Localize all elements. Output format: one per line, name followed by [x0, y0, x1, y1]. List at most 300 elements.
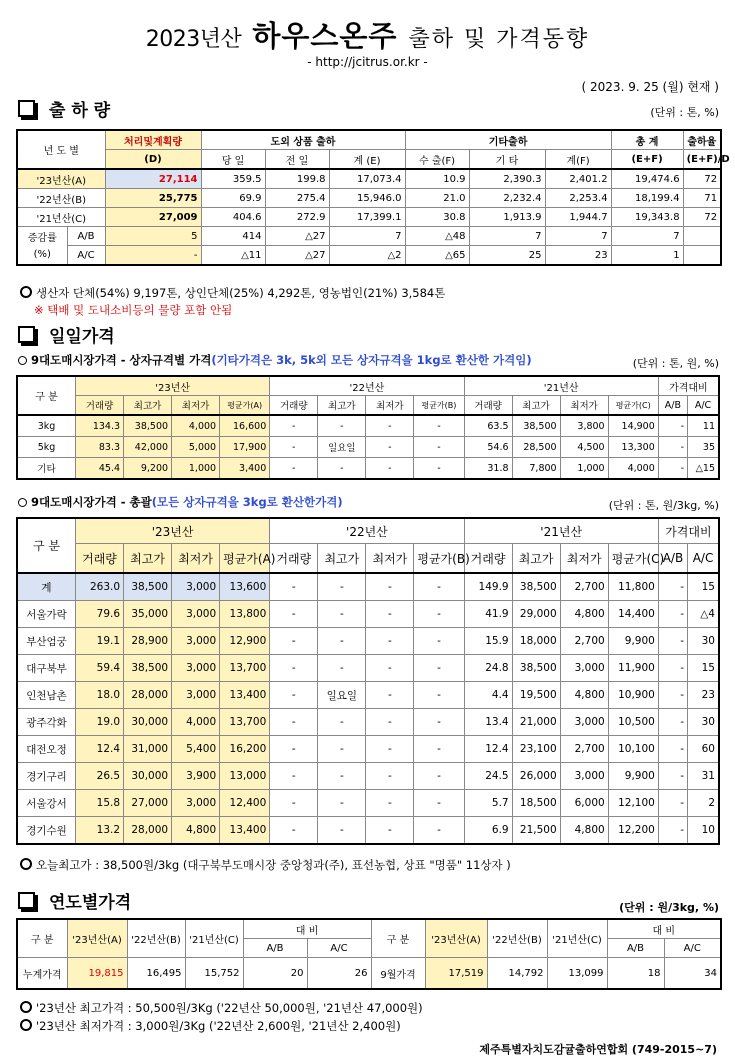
- price-cell: 14,400: [608, 601, 658, 628]
- price-cell: 28,000: [124, 817, 172, 845]
- column-header: 거래량: [75, 396, 123, 416]
- shipment-cell: 27,114: [105, 169, 201, 189]
- shipment-unit: (단위 : 톤, %): [650, 106, 719, 119]
- circle-bullet-icon: [20, 1019, 32, 1031]
- price-cell: 15.9: [464, 628, 512, 655]
- shipment-heading: 출 하 량: [18, 96, 110, 121]
- price-row: [17, 458, 719, 480]
- price-cell: 13,700: [220, 655, 270, 682]
- yearly-col-compare-2: 대 비: [607, 919, 721, 939]
- shipment-cell: 72: [683, 169, 721, 189]
- site-url[interactable]: - http://jcitrus.or.kr -: [307, 55, 428, 69]
- price-row: [17, 709, 719, 736]
- column-header: 최저가: [560, 396, 608, 416]
- price-cell: 24.8: [464, 655, 512, 682]
- shipment-row: [17, 189, 721, 208]
- col-plan-sub: (D): [105, 150, 201, 170]
- row-label: 서울강서: [17, 790, 75, 817]
- price-cell: -: [658, 682, 687, 709]
- price-cell: -: [414, 736, 464, 763]
- column-header: 거래량: [464, 544, 512, 574]
- price-cell: 6,000: [560, 790, 608, 817]
- price-cell: 18,500: [512, 790, 560, 817]
- yearly-right-ac: 34: [664, 958, 721, 990]
- group-22: '22년산: [270, 376, 464, 396]
- price-cell: -: [366, 763, 414, 790]
- price-cell: 21,500: [512, 817, 560, 845]
- price-cell: 11,800: [608, 573, 658, 601]
- price-cell: -: [366, 628, 414, 655]
- column-header: 최고가: [512, 396, 560, 416]
- col-domestic-today: 당 일: [201, 150, 265, 170]
- price-cell: -: [318, 736, 366, 763]
- diff-cell: 7: [545, 227, 611, 246]
- row-label: 서울가락: [17, 601, 75, 628]
- yearly-col-21: '21년산(C): [185, 919, 243, 958]
- price-cell: 35,000: [124, 601, 172, 628]
- checkbox-square-icon: [18, 326, 35, 343]
- price-cell: -: [366, 817, 414, 845]
- price-cell: -: [658, 655, 687, 682]
- price-cell: 149.9: [464, 573, 512, 601]
- price-cell: 3,000: [172, 573, 220, 601]
- checkbox-square-icon: [18, 100, 35, 117]
- price-cell: 13,400: [220, 682, 270, 709]
- price-cell: 19,500: [512, 682, 560, 709]
- shipment-cell: 359.5: [201, 169, 265, 189]
- yearly-left-21: 15,752: [185, 958, 243, 990]
- row-label: 기타: [17, 458, 75, 480]
- col-total: 총 계: [611, 130, 683, 150]
- column-header: 최고가: [512, 544, 560, 574]
- price-cell: 13,700: [220, 709, 270, 736]
- price-cell: -: [658, 709, 687, 736]
- shipment-cell: 21.0: [405, 189, 469, 208]
- yearly-col-22-2: '22년산(B): [487, 919, 547, 958]
- column-header-row: [17, 544, 719, 574]
- price-cell: 63.5: [464, 415, 512, 437]
- price-cell: 13,300: [608, 437, 658, 458]
- col-label: 구 분: [17, 518, 75, 573]
- diff-cell: 25: [469, 246, 545, 266]
- yearly-left-22: 16,495: [127, 958, 185, 990]
- row-label: 계: [17, 573, 75, 601]
- column-header: 거래량: [270, 544, 318, 574]
- price-cell: -: [366, 682, 414, 709]
- column-header: 최저가: [172, 544, 220, 574]
- group-21: '21년산: [464, 518, 658, 544]
- diff-cell: 7: [469, 227, 545, 246]
- price-cell: 3,000: [172, 628, 220, 655]
- daily-sub1-unit: (단위 : 톤, 원, %): [632, 357, 719, 370]
- price-cell: 28,900: [124, 628, 172, 655]
- yearly-col-label-2: 구 분: [371, 919, 425, 958]
- total-price-table: [16, 517, 720, 845]
- diff-cell: △27: [265, 227, 329, 246]
- price-cell: 38,500: [512, 655, 560, 682]
- diff-cell: -: [105, 246, 201, 266]
- yearly-col-label: 구 분: [17, 919, 67, 958]
- price-cell: 21,000: [512, 709, 560, 736]
- row-label: 대전오정: [17, 736, 75, 763]
- col-year: 년 도 별: [17, 130, 105, 169]
- price-cell: 1,000: [172, 458, 220, 480]
- shipment-cell: 199.8: [265, 169, 329, 189]
- price-cell: 30: [688, 709, 719, 736]
- col-other: 기타출하: [405, 130, 611, 150]
- price-cell: 6.9: [464, 817, 512, 845]
- price-cell: 3,000: [172, 601, 220, 628]
- shipment-cell: 72: [683, 208, 721, 227]
- shipment-cell: 2,390.3: [469, 169, 545, 189]
- diff-cell: 1: [611, 246, 683, 266]
- price-cell: 2: [688, 790, 719, 817]
- price-cell: -: [658, 817, 687, 845]
- shipment-note-warning: ※ 택배 및 도내소비등의 물량 포함 안됨: [34, 303, 233, 317]
- report-date: ( 2023. 9. 25 (월) 현재 ): [581, 80, 719, 94]
- price-cell: 83.3: [75, 437, 123, 458]
- price-cell: 3,000: [560, 655, 608, 682]
- price-cell: -: [366, 415, 414, 437]
- price-cell: -: [414, 628, 464, 655]
- price-cell: -: [366, 790, 414, 817]
- yearly-heading: 연도별가격: [18, 888, 131, 913]
- price-cell: 12.4: [75, 736, 123, 763]
- shipment-diff-row: [17, 246, 721, 266]
- price-cell: 13.4: [464, 709, 512, 736]
- row-label: 3kg: [17, 415, 75, 437]
- price-cell: -: [270, 458, 318, 480]
- column-header: 최고가: [124, 396, 172, 416]
- price-cell: 28,000: [124, 682, 172, 709]
- group-21: '21년산: [464, 376, 658, 396]
- diff-cell: 23: [545, 246, 611, 266]
- price-cell: 79.6: [75, 601, 123, 628]
- price-cell: 15.8: [75, 790, 123, 817]
- price-cell: -: [658, 573, 687, 601]
- row-label: 경기수원: [17, 817, 75, 845]
- column-header: 최고가: [318, 396, 366, 416]
- shipment-row: [17, 208, 721, 227]
- price-cell: -: [414, 437, 464, 458]
- shipment-cell: 69.9: [201, 189, 265, 208]
- yearly-col-ac: A/C: [307, 939, 371, 958]
- column-header: 평균가(B): [414, 396, 464, 416]
- price-cell: 31: [688, 763, 719, 790]
- price-cell: 23: [688, 682, 719, 709]
- price-cell: 10,900: [608, 682, 658, 709]
- group-compare: 가격대비: [658, 518, 719, 544]
- price-cell: 10,100: [608, 736, 658, 763]
- price-cell: -: [318, 763, 366, 790]
- price-cell: 27,000: [124, 790, 172, 817]
- price-cell: -: [414, 601, 464, 628]
- price-row: [17, 437, 719, 458]
- price-cell: -: [366, 573, 414, 601]
- col-total-sub: (E+F): [611, 150, 683, 170]
- price-cell: 26,000: [512, 763, 560, 790]
- price-cell: 12,400: [220, 790, 270, 817]
- price-cell: -: [270, 763, 318, 790]
- price-cell: 38,500: [512, 415, 560, 437]
- price-cell: -: [318, 458, 366, 480]
- col-plan: 처리및계획량: [105, 130, 201, 150]
- price-cell: 4,000: [172, 709, 220, 736]
- shipment-cell: 27,009: [105, 208, 201, 227]
- price-cell: -: [658, 458, 687, 480]
- price-cell: 38,500: [124, 655, 172, 682]
- price-cell: -: [366, 458, 414, 480]
- price-cell: -: [414, 709, 464, 736]
- shipment-cell: 19,343.8: [611, 208, 683, 227]
- circle-bullet-icon: [20, 1001, 32, 1013]
- diff-type: A/B: [67, 227, 105, 246]
- price-cell: 4,000: [172, 415, 220, 437]
- price-row: [17, 573, 719, 601]
- price-cell: -: [414, 573, 464, 601]
- price-cell: 12.4: [464, 736, 512, 763]
- price-cell: 19.1: [75, 628, 123, 655]
- yearly-price-table: [16, 918, 722, 990]
- col-domestic: 도외 상품 출하: [201, 130, 405, 150]
- price-cell: 13,400: [220, 817, 270, 845]
- price-cell: 9,200: [124, 458, 172, 480]
- price-cell: -: [658, 437, 687, 458]
- col-ratio: 출하율: [683, 130, 721, 150]
- price-cell: 11,900: [608, 655, 658, 682]
- price-cell: 26.5: [75, 763, 123, 790]
- price-cell: 일요일: [318, 437, 366, 458]
- column-header: 최저가: [366, 544, 414, 574]
- price-cell: 18,000: [512, 628, 560, 655]
- price-cell: -: [270, 682, 318, 709]
- shipment-cell: 404.6: [201, 208, 265, 227]
- checkbox-square-icon: [18, 892, 35, 909]
- column-header: 거래량: [75, 544, 123, 574]
- column-header: 최고가: [318, 544, 366, 574]
- price-row: [17, 736, 719, 763]
- price-cell: 12,200: [608, 817, 658, 845]
- price-cell: 45.4: [75, 458, 123, 480]
- col-other-total: 계(F): [545, 150, 611, 170]
- price-row: [17, 763, 719, 790]
- price-cell: 11: [688, 415, 719, 437]
- price-cell: -: [658, 628, 687, 655]
- price-cell: -: [414, 682, 464, 709]
- column-header: 최저가: [172, 396, 220, 416]
- price-cell: -: [366, 655, 414, 682]
- price-cell: 59.4: [75, 655, 123, 682]
- footer-org: 제주특별자치도감귤출하연합회 (749-2015~7): [479, 1043, 717, 1056]
- price-cell: -: [318, 415, 366, 437]
- daily-sub1-title: 9대도매시장가격 - 상자규격별 가격(기타가격은 3k, 5k외 모든 상자규격을 1kg로 환산한 가격임): [18, 352, 532, 368]
- price-cell: -: [270, 817, 318, 845]
- price-cell: 16,200: [220, 736, 270, 763]
- price-cell: -: [270, 736, 318, 763]
- shipment-cell: 275.4: [265, 189, 329, 208]
- price-cell: 15: [688, 573, 719, 601]
- price-cell: 10: [688, 817, 719, 845]
- diff-cell: 7: [329, 227, 405, 246]
- price-cell: 2,700: [560, 628, 608, 655]
- yearly-row: [17, 958, 721, 990]
- price-row: [17, 817, 719, 845]
- column-header: A/B: [658, 396, 687, 416]
- diff-cell: △27: [265, 246, 329, 266]
- price-cell: 38,500: [124, 573, 172, 601]
- col-etc: 기 타: [469, 150, 545, 170]
- price-cell: 31.8: [464, 458, 512, 480]
- column-header: 평균가(A): [220, 544, 270, 574]
- price-cell: -: [318, 655, 366, 682]
- price-cell: -: [366, 709, 414, 736]
- column-header: 평균가(B): [414, 544, 464, 574]
- price-cell: 3,000: [560, 763, 608, 790]
- price-cell: 4,800: [560, 601, 608, 628]
- row-label: '21년산(C): [17, 208, 105, 227]
- price-cell: 4,800: [172, 817, 220, 845]
- price-cell: 54.6: [464, 437, 512, 458]
- price-cell: 13,000: [220, 763, 270, 790]
- group-23: '23년산: [75, 518, 269, 544]
- diff-cell: △48: [405, 227, 469, 246]
- price-cell: 18.0: [75, 682, 123, 709]
- price-cell: -: [270, 790, 318, 817]
- column-header: 평균가(C): [608, 544, 658, 574]
- price-cell: -: [270, 573, 318, 601]
- column-header: 최저가: [366, 396, 414, 416]
- price-cell: -: [270, 709, 318, 736]
- price-cell: -: [318, 817, 366, 845]
- today-high-note: 오늘최고가 : 38,500원/3kg (대구북부도매시장 중앙청과(주), 표선농협, 상표 "명품" 11상자 ): [20, 857, 511, 873]
- price-cell: 12,100: [608, 790, 658, 817]
- yearly-col-21-2: '21년산(C): [547, 919, 607, 958]
- circle-bullet-icon: [20, 286, 32, 298]
- shipment-cell: 25,775: [105, 189, 201, 208]
- shipment-note: 생산자 단체(54%) 9,197톤, 상인단체(25%) 4,292톤, 영농법인(21%) 3,584톤: [20, 285, 445, 301]
- diff-cell: 414: [201, 227, 265, 246]
- yearly-right-23: 17,519: [425, 958, 487, 990]
- yearly-col-23: '23년산(A): [67, 919, 127, 958]
- row-label: 광주각화: [17, 709, 75, 736]
- row-label: 대구북부: [17, 655, 75, 682]
- shipment-cell: 1,944.7: [545, 208, 611, 227]
- price-cell: 7,800: [512, 458, 560, 480]
- price-cell: 9,900: [608, 628, 658, 655]
- price-cell: 31,000: [124, 736, 172, 763]
- row-label: 부산엄궁: [17, 628, 75, 655]
- price-cell: 3,000: [560, 709, 608, 736]
- price-row: [17, 790, 719, 817]
- shipment-cell: 17,073.4: [329, 169, 405, 189]
- diff-cell: △11: [201, 246, 265, 266]
- col-label: 구 분: [17, 376, 75, 415]
- price-cell: 60: [688, 736, 719, 763]
- circle-bullet-icon: [20, 858, 32, 870]
- yearly-col-ac-2: A/C: [664, 939, 721, 958]
- price-cell: 30,000: [124, 763, 172, 790]
- group-22: '22년산: [270, 518, 464, 544]
- shipment-cell: 19,474.6: [611, 169, 683, 189]
- shipment-cell: 71: [683, 189, 721, 208]
- diff-cell: 7: [611, 227, 683, 246]
- price-cell: 15: [688, 655, 719, 682]
- price-cell: 3,400: [220, 458, 270, 480]
- yearly-col-ab: A/B: [243, 939, 307, 958]
- price-cell: -: [414, 817, 464, 845]
- title-main: 하우스온주: [252, 19, 398, 53]
- price-cell: △15: [688, 458, 719, 480]
- price-cell: 12,900: [220, 628, 270, 655]
- yearly-unit: (단위 : 원/3kg, %): [619, 901, 719, 914]
- group-23: '23년산: [75, 376, 269, 396]
- price-cell: -: [318, 601, 366, 628]
- price-cell: -: [318, 628, 366, 655]
- column-header: 최고가: [124, 544, 172, 574]
- daily-sub2-title: 9대도매시장가격 - 총괄(모든 상자규격을 3kg로 환산한가격): [18, 494, 343, 510]
- shipment-cell: 1,913.9: [469, 208, 545, 227]
- row-label: 인천남촌: [17, 682, 75, 709]
- price-cell: 38,500: [512, 573, 560, 601]
- price-cell: 42,000: [124, 437, 172, 458]
- diff-cell: [683, 227, 721, 246]
- column-header-row: [17, 396, 719, 416]
- yearly-col-22: '22년산(B): [127, 919, 185, 958]
- circle-bullet-icon: [18, 356, 27, 365]
- shipment-row: [17, 169, 721, 189]
- diff-cell: [683, 246, 721, 266]
- price-cell: 4,000: [608, 458, 658, 480]
- price-cell: 3,900: [172, 763, 220, 790]
- price-cell: -: [366, 601, 414, 628]
- shipment-diff-row: [17, 227, 721, 246]
- title-year: 2023년산: [145, 27, 242, 52]
- price-cell: 134.3: [75, 415, 123, 437]
- price-cell: 19.0: [75, 709, 123, 736]
- yearly-col-compare: 대 비: [243, 919, 371, 939]
- price-cell: 3,800: [560, 415, 608, 437]
- price-cell: 9,900: [608, 763, 658, 790]
- column-header: A/B: [658, 544, 687, 574]
- price-cell: 30: [688, 628, 719, 655]
- price-row: [17, 601, 719, 628]
- shipment-cell: 2,253.4: [545, 189, 611, 208]
- price-cell: 1,000: [560, 458, 608, 480]
- price-cell: -: [414, 458, 464, 480]
- price-cell: 30,000: [124, 709, 172, 736]
- shipment-table: [16, 129, 730, 266]
- circle-bullet-icon: [18, 498, 27, 507]
- price-cell: 일요일: [318, 682, 366, 709]
- price-cell: △4: [688, 601, 719, 628]
- shipment-cell: 2,232.4: [469, 189, 545, 208]
- daily-sub2-unit: (단위 : 톤, 원/3kg, %): [608, 499, 719, 512]
- price-cell: 2,700: [560, 736, 608, 763]
- diff-cell: △2: [329, 246, 405, 266]
- price-row: [17, 655, 719, 682]
- price-cell: 10,500: [608, 709, 658, 736]
- col-domestic-total: 계 (E): [329, 150, 405, 170]
- yearly-low-note: '23년산 최저가격 : 3,000원/3Kg ('22년산 2,600원, '21년산 2,400원): [20, 1018, 401, 1034]
- price-cell: -: [270, 601, 318, 628]
- price-cell: -: [366, 437, 414, 458]
- diff-cell: 5: [105, 227, 201, 246]
- shipment-cell: 30.8: [405, 208, 469, 227]
- price-cell: 24.5: [464, 763, 512, 790]
- col-export: 수 출(F): [405, 150, 469, 170]
- price-cell: 29,000: [512, 601, 560, 628]
- row-label: '22년산(B): [17, 189, 105, 208]
